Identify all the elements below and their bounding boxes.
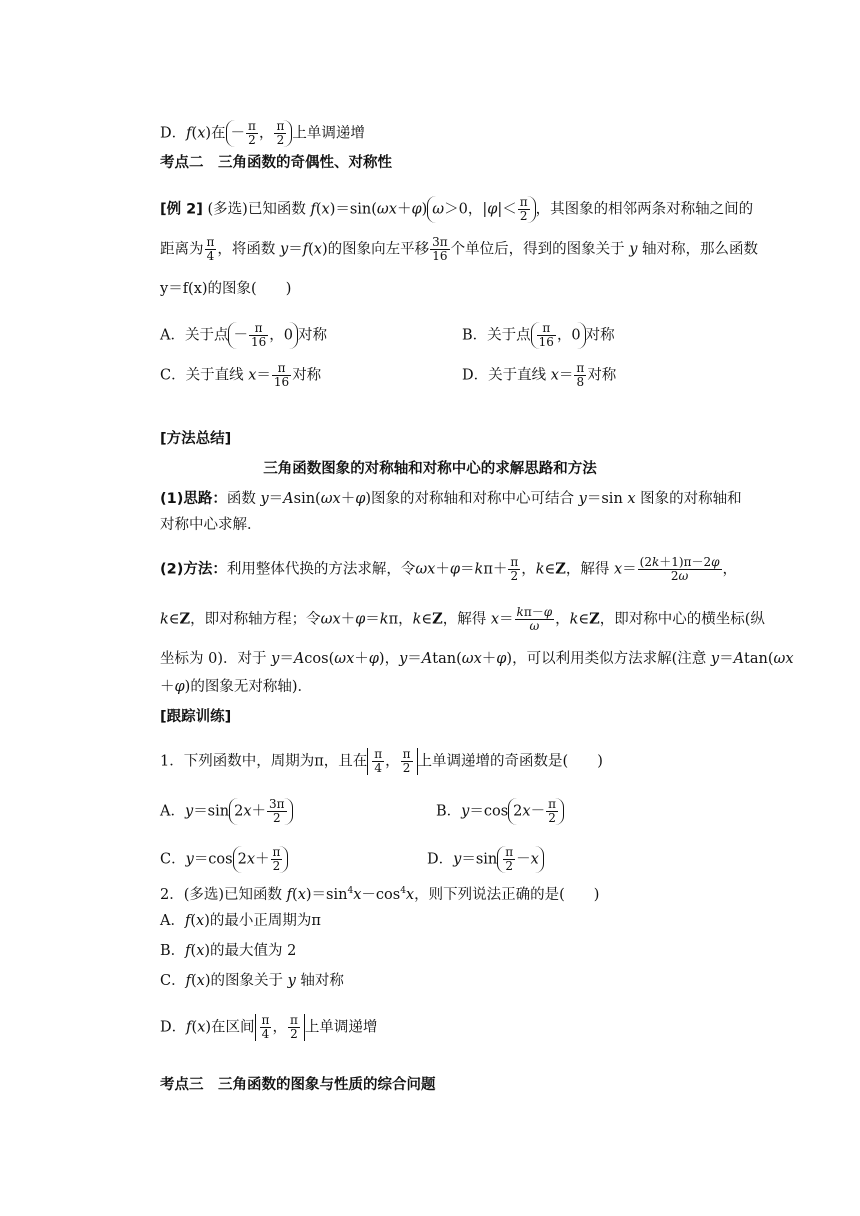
practice-q1-option-d: D．y＝sin $\frac{\pi}{2}$ －x bbox=[427, 846, 544, 873]
practice-label: [跟踪训练] bbox=[160, 709, 232, 725]
example2-option-b: B．关于点 $\frac{\pi}{16}$ ，0 对称 bbox=[462, 321, 615, 349]
method-p2-head: (2)方法： bbox=[160, 561, 227, 578]
practice-q2-option-b: B．f(x)的最大值为 2 bbox=[160, 943, 297, 959]
example2-line1: [例 2] (多选)已知函数 f(x)＝sin(ωx＋φ) ω＞0，|φ|＜ $\frac{\pi}{2}$ ，其图象的相邻两条对称轴之间的 bbox=[160, 195, 754, 223]
example2-option-c: C．关于直线 x＝ $\frac{\pi}{16}$ 对称 bbox=[160, 361, 322, 389]
option-d-top: D．f(x)在 － $\frac{\pi}{2}$ ， $\frac{\pi}{2}$ 上单调递增 bbox=[160, 119, 365, 147]
method-p1-line1: (1)思路：函数 y＝Asin(ωx＋φ)图象的对称轴和对称中心可结合 y＝sin x 图象的对称轴和 bbox=[160, 491, 742, 507]
practice-q1: 1．下列函数中，周期为π，且在 $\frac{\pi}{4}$ ， $\frac{\pi}{2}$ 上单调递增的奇函数是( ) bbox=[160, 747, 603, 775]
section3-title: 考点三 三角函数的图象与性质的综合问题 bbox=[160, 1077, 436, 1093]
example2-line2: 距离为 $\frac{\pi}{4}$ ，将函数 y＝f(x)的图象向左平移 $\frac{3\pi}{16}$ 个单位后，得到的图象关于 y 轴对称，那么函数 bbox=[160, 235, 759, 263]
method-title: 三角函数图象的对称轴和对称中心的求解思路和方法 bbox=[263, 461, 597, 477]
practice-q2-option-a: A．f(x)的最小正周期为π bbox=[160, 913, 321, 929]
practice-q1-option-b: B．y＝cos 2x－ $\frac{\pi}{2}$ bbox=[436, 798, 564, 825]
method-p2-line2: k∈Z，即对称轴方程；令ωx＋φ＝kπ，k∈Z，解得 x＝ $\frac{k\pi-\varphi}{\omega}$ ，k∈Z，即对称中心的横坐标(纵 bbox=[160, 605, 765, 633]
practice-q2-option-d: D．f(x)在区间 $\frac{\pi}{4}$ ， $\frac{\pi}{2}$ 上单调递增 bbox=[160, 1013, 378, 1041]
example2-label: [例 2] bbox=[160, 201, 203, 218]
method-label: [方法总结] bbox=[160, 431, 232, 447]
practice-q1-option-a: A．y＝sin 2x＋ $\frac{3\pi}{2}$ bbox=[160, 798, 293, 825]
method-p1-head: (1)思路： bbox=[160, 491, 227, 507]
method-p2-line3: 坐标为 0)．对于 y＝Acos(ωx＋φ)，y＝Atan(ωx＋φ)，可以利用类似方法求解(注意 y＝Atan(ωx bbox=[160, 651, 794, 667]
example2-option-d: D．关于直线 x＝ $\frac{\pi}{8}$ 对称 bbox=[462, 361, 617, 389]
example2-option-a: A．关于点 － $\frac{\pi}{16}$ ，0 对称 bbox=[160, 321, 327, 349]
method-p2-line4: ＋φ)的图象无对称轴)． bbox=[160, 679, 312, 695]
example2-line3: y＝f(x)的图象( ) bbox=[160, 281, 292, 297]
method-p2-line1: (2)方法：利用整体代换的方法求解，令ωx＋φ＝kπ＋ $\frac{\pi}{2}$ ，k∈Z，解得 x＝ $\frac{(2k+1)\pi-2\varphi}{2\omega}$ ， bbox=[160, 555, 738, 583]
practice-q2-option-c: C．f(x)的图象关于 y 轴对称 bbox=[160, 973, 344, 989]
method-p1-line2: 对称中心求解． bbox=[160, 517, 262, 533]
section2-title: 考点二 三角函数的奇偶性、对称性 bbox=[160, 155, 392, 171]
practice-q1-option-c: C．y＝cos 2x＋ $\frac{\pi}{2}$ bbox=[160, 846, 288, 873]
practice-q2: 2．(多选)已知函数 $f(x)=\sin^4x-\cos^4x$，则下列说法正确的是( ) bbox=[160, 886, 600, 903]
